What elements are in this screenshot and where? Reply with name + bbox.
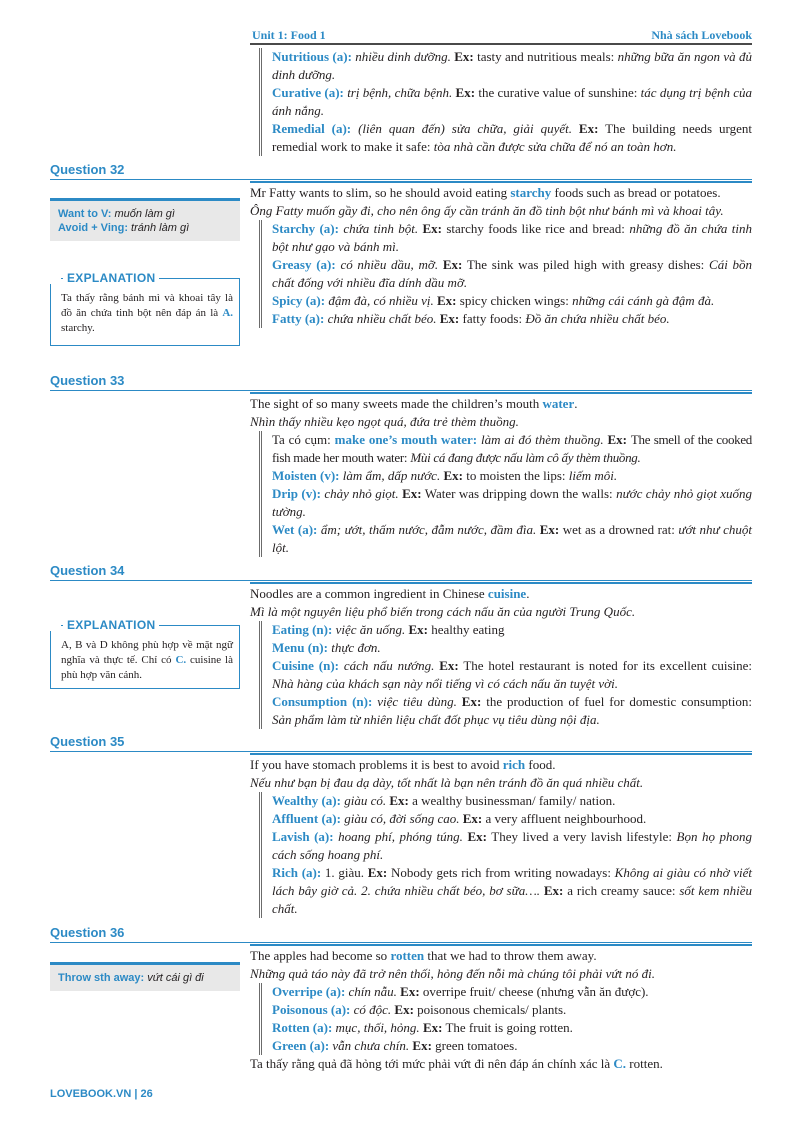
- divider: [250, 582, 752, 584]
- page-header: [250, 26, 752, 45]
- publisher-name: Nhà sách Lovebook: [651, 28, 752, 42]
- vocab-item: Wet (a): ẩm; ướt, thấm nước, đẫm nước, đầm đìa. Ex: wet as a drowned rat: ướt như chuột lột.: [272, 522, 753, 555]
- footer-separator: |: [134, 1088, 138, 1100]
- divider: [50, 179, 752, 180]
- vocab-item: Curative (a): trị bệnh, chữa bệnh. Ex: the curative value of sunshine: tác dụng trị bệnh của ánh nắng.: [272, 85, 753, 118]
- conclusion: Ta thấy rằng quả đã hỏng tới mức phải vứt đi nên đáp án chính xác là C. rotten.: [250, 1056, 663, 1071]
- divider: [50, 942, 752, 943]
- explanation-box: EXPLANATION Ta thấy rằng bánh mì và khoai tây là đồ ăn chứa tinh bột nên đáp án là A. starchy.: [50, 278, 240, 346]
- vocab-item: Poisonous (a): có độc. Ex: poisonous chemicals/ plants.: [272, 1002, 567, 1017]
- question-label: Question 33: [50, 373, 125, 388]
- vocab-item: Affluent (a): giàu có, đời sống cao. Ex: a very affluent neighbourhood.: [272, 811, 647, 826]
- vocab-list: [259, 220, 752, 328]
- divider: [50, 390, 752, 391]
- vocab-item: Spicy (a): đậm đà, có nhiều vị. Ex: spicy chicken wings: những cái cánh gà đậm đà.: [272, 293, 715, 308]
- vocab-item: Moisten (v): làm ẩm, dấp nước. Ex: to moisten the lips: liếm môi.: [272, 468, 618, 483]
- page-number: 26: [140, 1088, 153, 1100]
- vocab-item: Remedial (a): (liên quan đến) sửa chữa, giải quyết. Ex: The building needs urgent remedial work to make it safe: tòa nhà cần được sửa chữa để nó an toàn hơn.: [272, 121, 753, 154]
- vocab-item: Greasy (a): có nhiều dầu, mỡ. Ex: The sink was piled high with greasy dishes: Cái bồn chất đống với nhiều đĩa dính dầu mỡ.: [272, 257, 753, 290]
- explanation-title: EXPLANATION: [63, 618, 159, 633]
- vocab-item: Menu (n): thực đơn.: [272, 640, 381, 655]
- site-name: LOVEBOOK.VN: [50, 1088, 132, 1100]
- vocab-item: Cuisine (n): cách nấu nướng. Ex: The hotel restaurant is noted for its excellent cuisine: Nhà hàng của khách sạn này nổi tiếng vì có cách nấu ăn tuyệt vời.: [272, 658, 752, 691]
- question-label: Question 32: [50, 162, 125, 177]
- question-sentence: The apples had become so rotten that we had to throw them away.: [250, 948, 597, 963]
- vocab-list: [259, 431, 752, 557]
- vocab-item: Rotten (a): mục, thối, hỏng. Ex: The fruit is going rotten.: [272, 1020, 573, 1035]
- page-footer: [50, 1088, 153, 1100]
- translation: Nhìn thấy nhiều kẹo ngọt quá, đứa trẻ thèm thuồng.: [250, 414, 519, 429]
- vocab-item: Wealthy (a): giàu có. Ex: a wealthy businessman/ family/ nation.: [272, 793, 616, 808]
- translation: Ông Fatty muốn gầy đi, cho nên ông ấy cần tránh ăn đồ tinh bột như bánh mì và khoai tây.: [250, 203, 724, 218]
- vocab-list: [259, 983, 752, 1055]
- translation: Mì là một nguyên liệu phổ biến trong cách nấu ăn của người Trung Quốc.: [250, 604, 636, 619]
- translation: Nếu như bạn bị đau dạ dày, tốt nhất là bạn nên tránh đồ ăn quá nhiều chất.: [250, 775, 644, 790]
- vocab-item: Rich (a): 1. giàu. Ex: Nobody gets rich from writing nowadays: Không ai giàu có nhờ viết lách bây giờ cả. 2. chứa nhiều chất béo, bơ sữa…. Ex: a rich creamy sauce: sốt kem nhiều chất.: [272, 865, 753, 916]
- vocab-item: Drip (v): chảy nhỏ giọt. Ex: Water was dripping down the walls: nước chảy nhỏ giọt xuống tường.: [272, 486, 753, 519]
- grammar-note: Throw sth away: vứt cái gì đi: [50, 962, 240, 991]
- explanation-title: EXPLANATION: [63, 271, 159, 286]
- question-sentence: The sight of so many sweets made the children’s mouth water.: [250, 396, 578, 411]
- unit-title: Unit 1: Food 1: [252, 28, 326, 42]
- vocab-item: Eating (n): việc ăn uống. Ex: healthy eating: [272, 622, 505, 637]
- divider: [50, 751, 752, 752]
- question-label: Question 34: [50, 563, 125, 578]
- vocab-list: [259, 792, 752, 918]
- vocab-item: Green (a): vẫn chưa chín. Ex: green tomatoes.: [272, 1038, 518, 1053]
- question-sentence: Mr Fatty wants to slim, so he should avoid eating starchy foods such as bread or potatoes.: [250, 185, 721, 200]
- divider: [250, 753, 752, 755]
- vocab-item: Overripe (a): chín nẫu. Ex: overripe fruit/ cheese (nhưng vẫn ăn được).: [272, 984, 649, 999]
- question-sentence: If you have stomach problems it is best to avoid rich food.: [250, 757, 556, 772]
- vocab-item: Ta có cụm: make one’s mouth water: làm ai đó thèm thuồng. Ex: The smell of the cooked fish made her mouth water: Mùi cá đang được nấu làm cô ấy thèm thuồng.: [272, 432, 753, 465]
- vocab-item: Consumption (n): việc tiêu dùng. Ex: the production of fuel for domestic consumption: Sản phẩm làm từ nhiên liệu chất đốt phục vụ tiêu dùng nội địa.: [272, 694, 753, 727]
- translation: Những quả táo này đã trở nên thối, hỏng đến nỗi mà chúng tôi phải vứt nó đi.: [250, 966, 655, 981]
- vocab-list: [259, 621, 752, 729]
- grammar-note: Want to V: muốn làm gì Avoid + Ving: tránh làm gì: [50, 198, 240, 241]
- divider: [50, 580, 752, 581]
- question-label: Question 36: [50, 925, 125, 940]
- vocab-item: Nutritious (a): nhiều dinh dưỡng. Ex: tasty and nutritious meals: những bữa ăn ngon và đủ dinh dưỡng.: [272, 49, 752, 82]
- question-label: Question 35: [50, 734, 125, 749]
- question-sentence: Noodles are a common ingredient in Chinese cuisine.: [250, 586, 530, 601]
- explanation-box: EXPLANATION A, B và D không phù hợp về mặt ngữ nghĩa và thực tế. Chỉ có C. cuisine là phù hợp văn cảnh.: [50, 625, 240, 689]
- divider: [250, 944, 752, 946]
- vocab-item: Lavish (a): hoang phí, phóng túng. Ex: They lived a very lavish lifestyle: Bọn họ phong cách sống hoang phí.: [272, 829, 753, 862]
- vocab-item: Starchy (a): chứa tinh bột. Ex: starchy foods like rice and bread: những đồ ăn chứa tinh bột như gạo và bánh mì.: [272, 221, 753, 254]
- vocab-item: Fatty (a): chứa nhiều chất béo. Ex: fatty foods: Đồ ăn chứa nhiều chất béo.: [272, 311, 670, 326]
- vocab-list: [259, 48, 752, 156]
- divider: [250, 392, 752, 394]
- divider: [250, 181, 752, 183]
